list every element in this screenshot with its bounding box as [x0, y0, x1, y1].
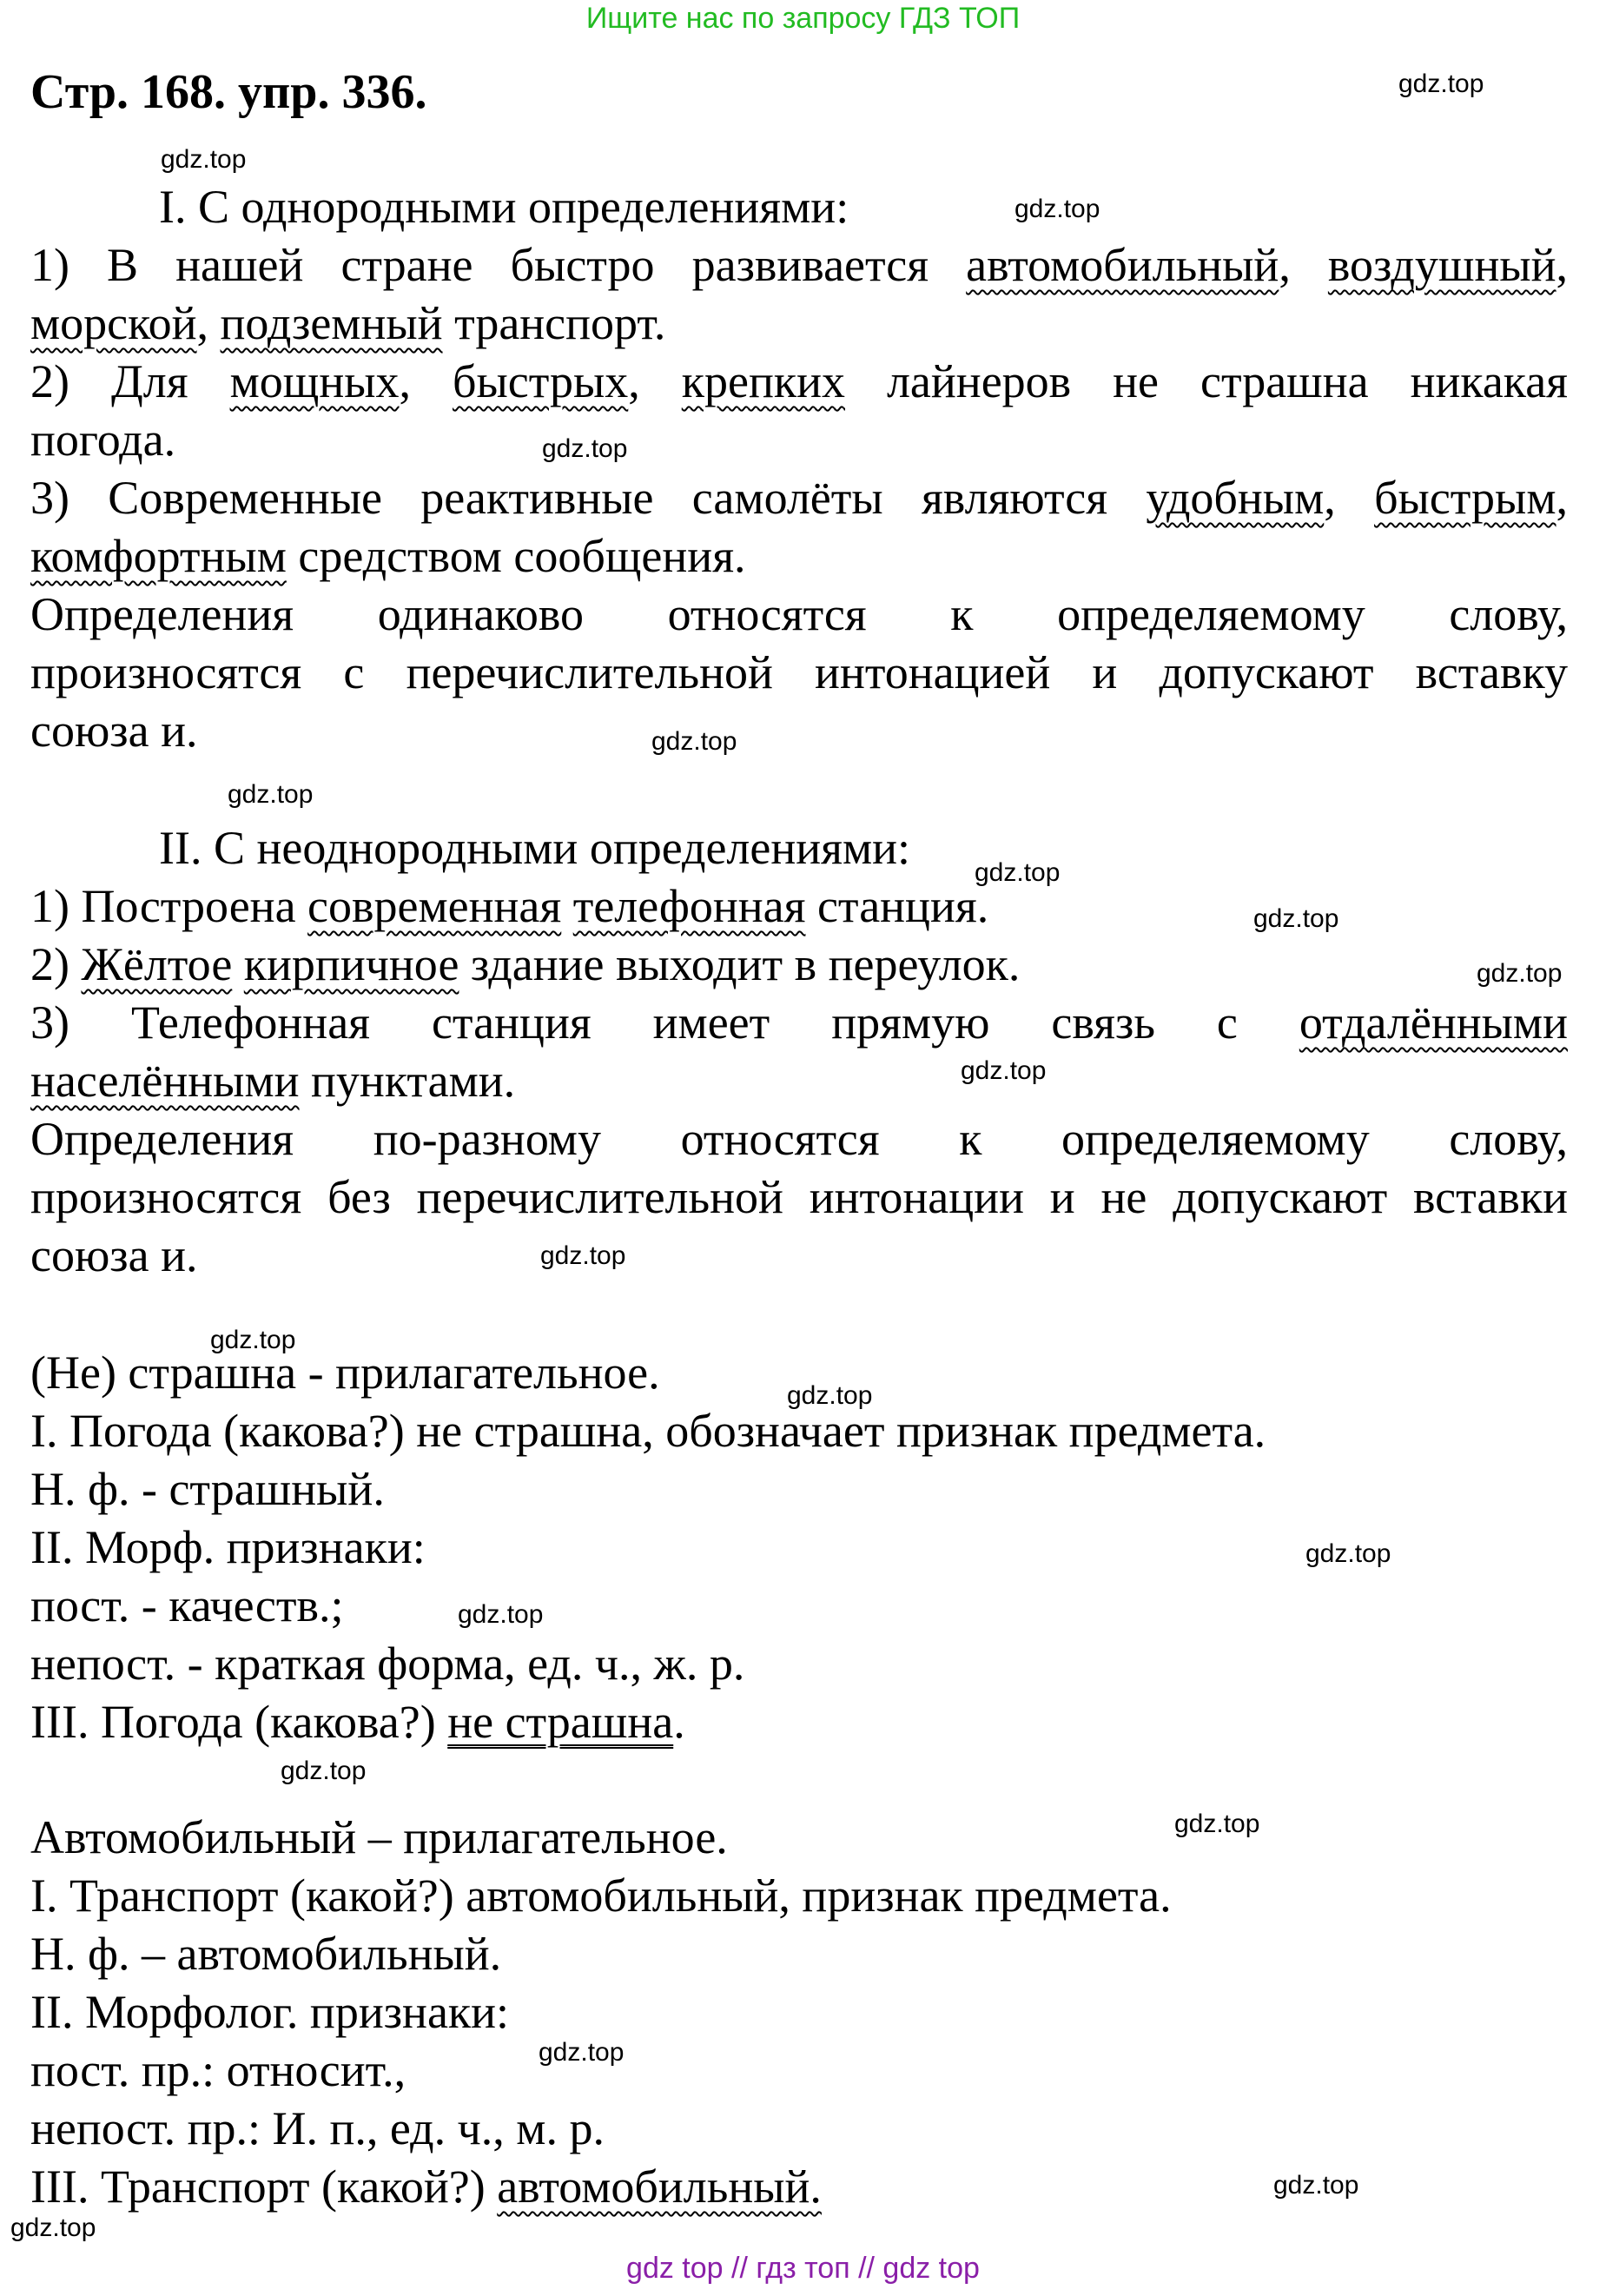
- sentence-line: 2) Жёлтое кирпичное здание выходит в переулок.: [30, 938, 1021, 990]
- watermark: gdz.top: [458, 1600, 544, 1629]
- sentence-line: населёнными пунктами.: [30, 1055, 516, 1107]
- page-title: Стр. 168. упр. 336.: [30, 65, 427, 119]
- watermark: gdz.top: [651, 727, 737, 756]
- footer-links[interactable]: gdz top // гдз топ // gdz top: [626, 2252, 980, 2285]
- parse-line: пост. пр.: относит.,: [30, 2044, 406, 2096]
- parse-line: Н. ф. – автомобильный.: [30, 1928, 502, 1980]
- explanation-line: союза и.: [30, 705, 198, 757]
- parse-line: непост. пр.: И. п., ед. ч., м. р.: [30, 2102, 605, 2154]
- explanation-line: произносятся с перечислительной интонацией и допускают вставку: [30, 646, 1568, 698]
- sentence-line: 1) Построена современная телефонная станция.: [30, 880, 989, 932]
- definition-word: телефонная: [572, 880, 806, 932]
- explanation-line: союза и.: [30, 1229, 198, 1281]
- parse-line: пост. - качеств.;: [30, 1579, 344, 1631]
- definition-word: кирпичное: [243, 938, 459, 990]
- parse-line: I. Погода (какова?) не страшна, обозначает признак предмета.: [30, 1405, 1266, 1457]
- watermark: gdz.top: [961, 1056, 1047, 1085]
- definition-word: современная: [307, 880, 562, 932]
- parse-line: III. Транспорт (какой?) автомобильный.: [30, 2160, 822, 2213]
- watermark: gdz.top: [10, 2213, 96, 2242]
- definition-word: крепких: [681, 355, 845, 407]
- sentence-line: погода.: [30, 414, 176, 466]
- section-heading-heterogeneous: II. С неоднородными определениями:: [159, 822, 911, 874]
- watermark: gdz.top: [1305, 1539, 1391, 1568]
- parse-line: Н. ф. - страшный.: [30, 1463, 385, 1515]
- sentence-line: морской, подземный транспорт.: [30, 297, 666, 349]
- watermark: gdz.top: [210, 1326, 296, 1354]
- parse-line: II. Морф. признаки:: [30, 1521, 426, 1573]
- watermark: gdz.top: [1477, 959, 1563, 988]
- parse-line: I. Транспорт (какой?) автомобильный, признак предмета.: [30, 1869, 1172, 1922]
- parse-line: Автомобильный – прилагательное.: [30, 1811, 728, 1863]
- parse-line: III. Погода (какова?) не страшна.: [30, 1696, 685, 1748]
- definition-word: населёнными: [30, 1055, 300, 1107]
- definition-word: воздушный: [1327, 239, 1556, 291]
- sentence-line: 1) В нашей стране быстро развивается автомобильный, воздушный,: [30, 239, 1569, 291]
- watermark: gdz.top: [228, 780, 314, 809]
- definition-word: быстрым: [1374, 472, 1556, 524]
- watermark: gdz.top: [539, 2038, 625, 2067]
- definition-word: автомобильный: [966, 239, 1279, 291]
- sentence-line: 3) Современные реактивные самолёты являются удобным, быстрым,: [30, 472, 1568, 524]
- parse-line: непост. - краткая форма, ед. ч., ж. р.: [30, 1638, 745, 1690]
- watermark: gdz.top: [1398, 69, 1484, 98]
- watermark: gdz.top: [542, 434, 628, 463]
- watermark: gdz.top: [161, 145, 247, 174]
- explanation-line: Определения одинаково относятся к определяемому слову,: [30, 588, 1568, 640]
- search-banner: Ищите нас по запросу ГДЗ ТОП: [585, 2, 1021, 35]
- definition-word: мощных: [229, 355, 400, 407]
- watermark: gdz.top: [787, 1381, 873, 1410]
- watermark: gdz.top: [281, 1757, 367, 1785]
- sentence-line: 3) Телефонная станция имеет прямую связь с отдалёнными: [30, 996, 1568, 1049]
- definition-word: отдалёнными: [1299, 996, 1568, 1049]
- definition-word: быстрых: [453, 355, 629, 407]
- definition-word: Жёлтое: [81, 938, 233, 990]
- parse-line: (Не) страшна - прилагательное.: [30, 1347, 660, 1399]
- section-heading-homogeneous: I. С однородными определениями:: [159, 181, 849, 233]
- definition-word: удобным: [1146, 472, 1325, 524]
- watermark: gdz.top: [975, 858, 1061, 887]
- parse-line: II. Морфолог. признаки:: [30, 1986, 510, 2038]
- watermark: gdz.top: [1273, 2171, 1359, 2200]
- explanation-line: произносятся без перечислительной интонации и не допускают вставки: [30, 1171, 1568, 1223]
- explanation-line: Определения по-разному относятся к определяемому слову,: [30, 1113, 1568, 1165]
- watermark: gdz.top: [1174, 1810, 1260, 1838]
- watermark: gdz.top: [1253, 904, 1339, 933]
- definition-word: подземный: [220, 297, 443, 349]
- definition-word: морской: [30, 297, 197, 349]
- sentence-line: 2) Для мощных, быстрых, крепких лайнеров не страшна никакая: [30, 355, 1569, 407]
- definition-word: комфортным: [30, 530, 287, 582]
- predicate-word: не страшна: [447, 1696, 674, 1748]
- sentence-line: комфортным средством сообщения.: [30, 530, 746, 582]
- definition-word: автомобильный.: [497, 2160, 822, 2213]
- watermark: gdz.top: [1014, 195, 1100, 223]
- watermark: gdz.top: [540, 1241, 626, 1270]
